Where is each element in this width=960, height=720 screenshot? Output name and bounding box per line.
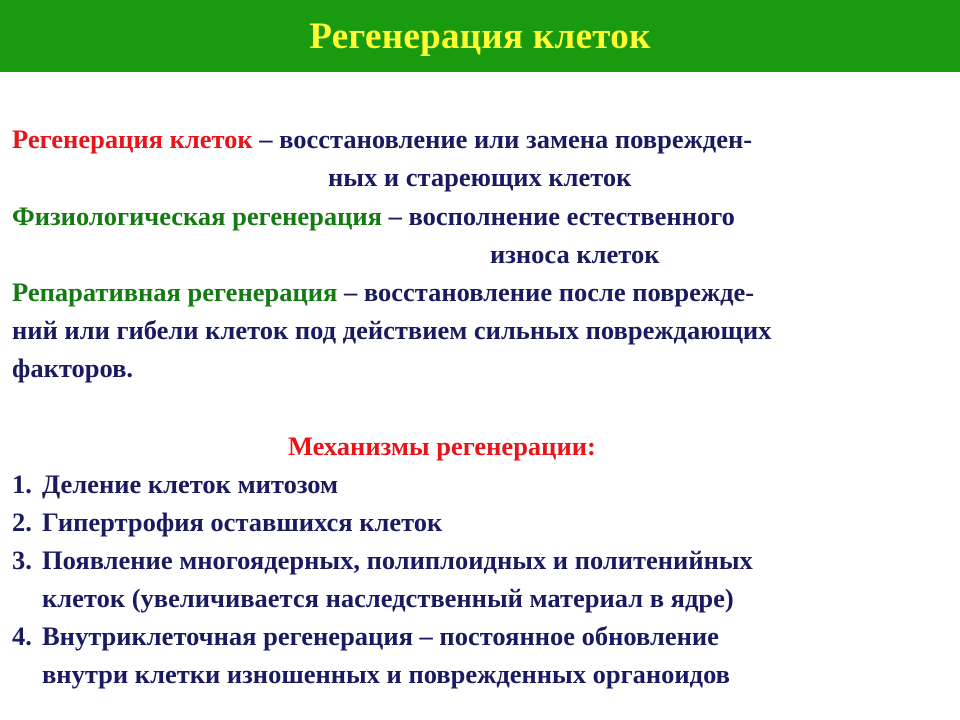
definition-reparative-text: восстановление после поврежде- xyxy=(363,277,755,307)
mechanism-text: Гипертрофия оставшихся клеток xyxy=(42,507,443,537)
definition-reparative-line1 xyxy=(12,277,754,307)
definition-cell-line1 xyxy=(12,124,752,154)
mechanism-item-3-continuation: клеток (увеличивается наследственный материал в ядре) xyxy=(42,583,734,613)
list-number: 2. xyxy=(12,507,32,537)
definition-reparative-line3: факторов. xyxy=(12,353,134,383)
mechanism-text: Внутриклеточная регенерация – постоянное обновление xyxy=(42,621,719,651)
definition-physiological-line1 xyxy=(12,201,735,231)
mechanism-item-4-continuation: внутри клетки изношенных и поврежденных органоидов xyxy=(42,659,730,689)
definition-dash: – xyxy=(337,277,364,307)
list-number: 1. xyxy=(12,469,32,499)
definition-reparative-line2: ний или гибели клеток под действием сильных повреждающих xyxy=(12,315,772,345)
term-cell-regeneration: Регенерация клеток xyxy=(12,124,253,154)
definition-cell-line2: ных и стареющих клеток xyxy=(328,162,632,192)
term-physiological-regeneration: Физиологическая регенерация xyxy=(12,201,382,231)
mechanism-item-2 xyxy=(12,507,442,537)
term-reparative-regeneration: Репаративная регенерация xyxy=(12,277,338,307)
mechanism-text: Деление клеток митозом xyxy=(42,469,339,499)
mechanism-item-3 xyxy=(12,545,753,575)
slide-title: Регенерация клеток xyxy=(309,15,651,57)
list-number: 4. xyxy=(12,621,32,651)
definition-dash: – xyxy=(252,124,280,154)
mechanism-text: Появление многоядерных, полиплоидных и политенийных xyxy=(42,545,753,575)
mechanism-item-4 xyxy=(12,621,719,651)
list-number: 3. xyxy=(12,545,32,575)
definition-physiological-line2: износа клеток xyxy=(490,239,660,269)
definition-dash: – xyxy=(381,201,409,231)
mechanisms-heading: Механизмы регенерации: xyxy=(288,431,596,461)
definition-cell-text: восстановление или замена поврежден- xyxy=(279,124,753,154)
mechanism-item-1 xyxy=(12,469,338,499)
definition-physiological-text: восполнение естественного xyxy=(408,201,735,231)
